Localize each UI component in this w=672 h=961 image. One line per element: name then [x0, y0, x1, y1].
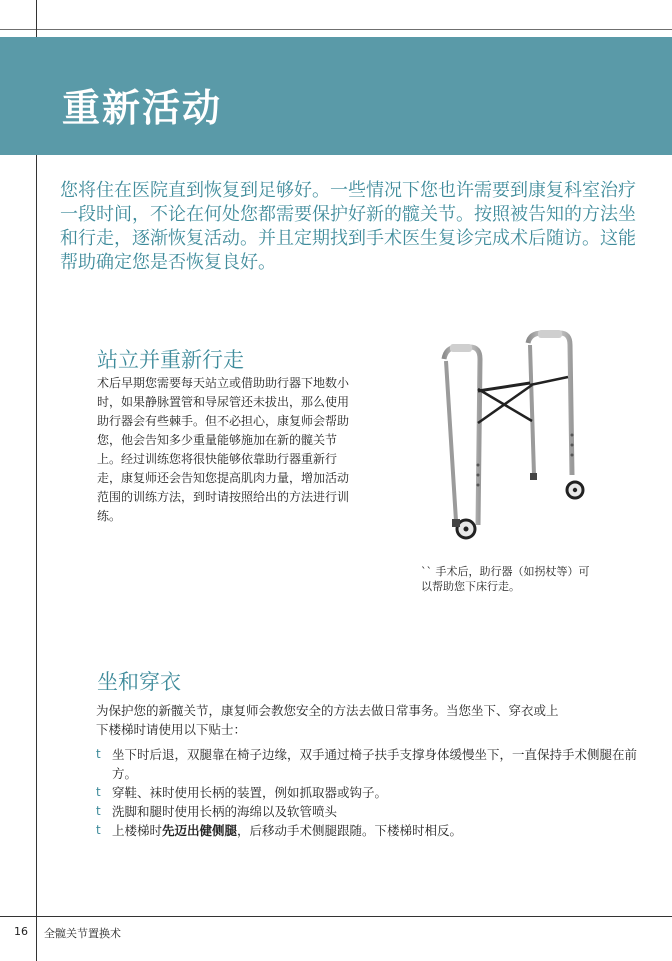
top-rule: [0, 29, 672, 30]
tip-text-pre: 上楼梯时: [112, 823, 163, 838]
section-body-walking: 术后早期您需要每天站立或借助助行器下地数小时，如果静脉置管和导尿管还未拔出，那么使用助行器会有些棘手。但不必担心，康复师会帮助您，他会告知多少重量能够施加在新的髋关节上。经过训练您将很快能够依靠助行器重新行走，康复师还会告知您提高肌肉力量，增加活动范围的训练方法，到时请按照给出的方法进行训练。: [97, 376, 350, 523]
bullet-marker: t: [96, 804, 101, 818]
walker-image: [418, 325, 600, 555]
page-title: 重新活动: [62, 86, 223, 130]
bullet-marker: t: [96, 785, 101, 799]
footer-rule: [0, 916, 672, 917]
tip-text-post: ，后移动手术侧腿跟随。下楼梯时相反。: [237, 823, 463, 838]
section-body-dressing: 为保护您的新髋关节，康复师会教您安全的方法去做日常事务。当您坐下、穿衣或上下楼梯时请使用以下贴士：: [96, 703, 559, 737]
list-item: [96, 783, 656, 802]
list-item: [96, 745, 656, 783]
bullet-marker: t: [96, 823, 101, 837]
bullet-marker: t: [96, 747, 101, 761]
tip-text-bold: 先迈出健侧腿: [162, 823, 238, 838]
image-caption: `` 手术后，助行器（如拐杖等）可以帮助您下床行走。: [421, 565, 590, 593]
section-heading-walking: 站立并重新行走: [97, 348, 244, 372]
page-number: 16: [14, 925, 28, 938]
tip-text: 坐下时后退，双腿靠在椅子边缘，双手通过椅子扶手支撑身体缓慢坐下，一直保持手术侧腿在前方。: [112, 747, 638, 781]
title-banner: [0, 37, 672, 155]
tip-text: 洗脚和腿时使用长柄的海绵以及软管喷头: [112, 804, 338, 819]
list-item: [96, 802, 656, 821]
list-item: [96, 821, 656, 840]
intro-paragraph: 您将住在医院直到恢复到足够好。一些情况下您也许需要到康复科室治疗一段时间，不论在何处您都需要保护好新的髋关节。按照被告知的方法坐和行走，逐渐恢复活动。并且定期找到手术医生复诊完成术后随访。这能帮助确定您是否恢复良好。: [60, 180, 636, 273]
book-title: 全髋关节置换术: [44, 927, 121, 940]
tip-text: 穿鞋、袜时使用长柄的装置，例如抓取器或钩子。: [112, 785, 388, 800]
tips-list: [96, 745, 656, 840]
section-heading-dressing: 坐和穿衣: [97, 670, 181, 694]
